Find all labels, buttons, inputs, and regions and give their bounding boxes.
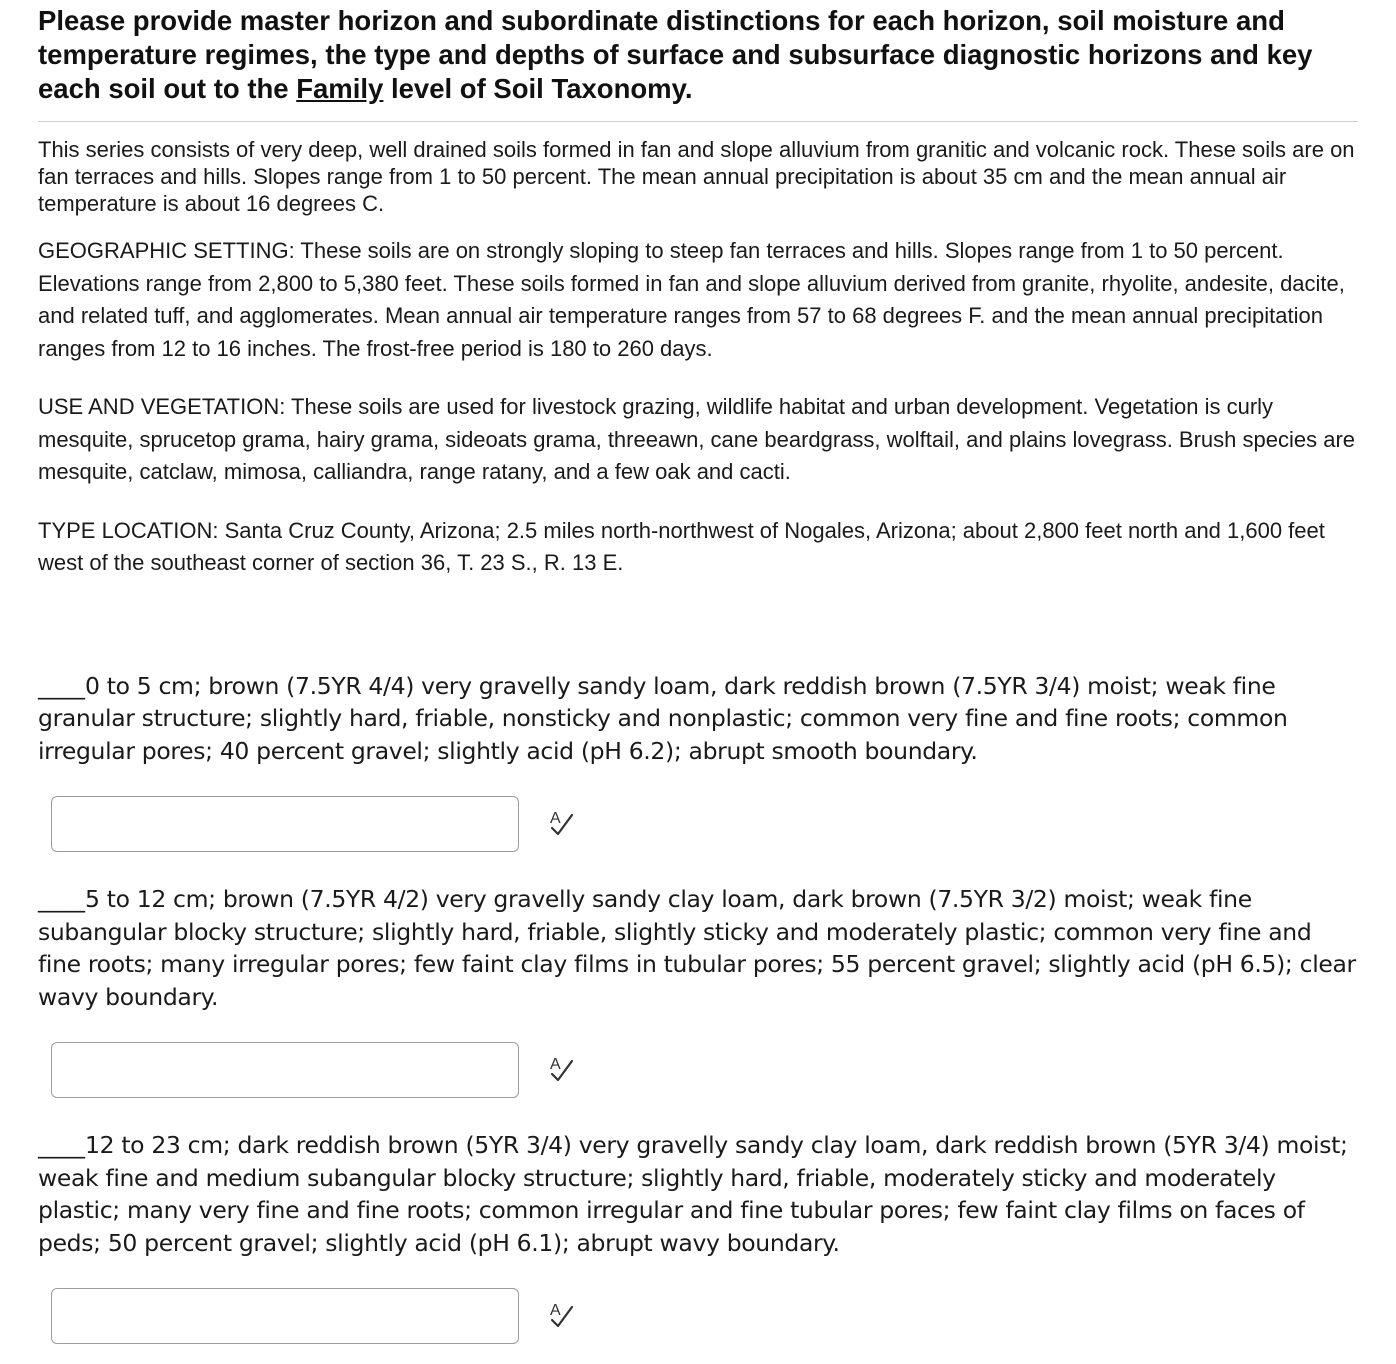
- svg-text:A: A: [550, 1302, 561, 1319]
- horizon-answer-input[interactable]: [51, 1042, 519, 1098]
- svg-text:A: A: [550, 1056, 561, 1073]
- horizon-answer-input[interactable]: [51, 796, 519, 852]
- horizon-list: [38, 670, 1358, 1347]
- horizon-text: 0 to 5 cm; brown (7.5YR 4/4) very gravelly sandy loam, dark reddish brown (7.5YR 3/4) moist; weak fine granular structure; slightly hard, friable, nonsticky and nonplastic; common very fine and fine roots; common irregular pores; 40 percent gravel; slightly acid (pH 6.2); abrupt smooth boundary.: [38, 671, 1288, 765]
- spell-check-icon[interactable]: [547, 807, 577, 841]
- question-title-part1: Please provide master horizon and subordinate distinctions for each horizon, soil moisture and temperature regimes, the type and depths of surface and subsurface diagnostic horizons and key each soil out to the: [38, 5, 1313, 104]
- series-description: This series consists of very deep, well drained soils formed in fan and slope alluvium from granitic and volcanic rock. These soils are on fan terraces and hills. Slopes range from 1 to 50 percent. The mean annual precipitation is about 35 cm and the mean annual air temperature is about 16 degrees C.: [38, 137, 1355, 216]
- use-and-vegetation: USE AND VEGETATION: These soils are used for livestock grazing, wildlife habitat and urban development. Vegetation is curly mesquite, sprucetop grama, hairy grama, sideoats grama, threeawn, cane beardgrass, wolftail, and plains lovegrass. Brush species are mesquite, catclaw, mimosa, calliandra, range ratany, and a few oak and cacti.: [38, 394, 1356, 484]
- divider: [38, 121, 1358, 122]
- horizon-text: 12 to 23 cm; dark reddish brown (5YR 3/4) very gravelly sandy clay loam, dark reddish brown (5YR 3/4) moist; weak fine and medium subangular blocky structure; slightly hard, friable, moderately sticky and moderately plastic; many very fine and fine roots; common irregular and fine tubular pores; few faint clay films on faces of peds; 50 percent gravel; slightly acid (pH 6.1); abrupt wavy boundary.: [38, 1131, 1348, 1257]
- answer-row: [51, 1040, 1358, 1100]
- horizon-answer-input[interactable]: [51, 1288, 519, 1344]
- question-title: [38, 4, 1358, 106]
- horizon-blank: ____: [38, 1131, 85, 1159]
- spell-check-icon[interactable]: [547, 1053, 577, 1087]
- horizon-description: [38, 670, 1358, 768]
- horizon-blank: ____: [38, 671, 85, 700]
- horizon-item: [38, 1129, 1358, 1346]
- question-title-part2: level of Soil Taxonomy.: [383, 73, 693, 104]
- horizon-description: [38, 1129, 1358, 1259]
- horizon-text: 5 to 12 cm; brown (7.5YR 4/2) very gravelly sandy clay loam, dark brown (7.5YR 3/2) moist; weak fine subangular blocky structure; slightly hard, friable, slightly sticky and moderately plastic; common very fine and fine roots; many irregular pores; few faint clay films in tubular pores; 55 percent gravel; slightly acid (pH 6.5); clear wavy boundary.: [38, 885, 1356, 1011]
- family-underlined-term: Family: [296, 73, 384, 104]
- svg-text:A: A: [550, 810, 561, 827]
- horizon-blank: ____: [38, 885, 85, 913]
- horizon-item: [38, 883, 1358, 1100]
- answer-row: [51, 794, 1358, 854]
- spell-check-icon[interactable]: [547, 1299, 577, 1333]
- answer-row: [51, 1286, 1358, 1346]
- horizon-item: [38, 670, 1358, 855]
- horizon-description: [38, 883, 1358, 1013]
- geographic-setting: GEOGRAPHIC SETTING: These soils are on strongly sloping to steep fan terraces and hills. Slopes range from 1 to 50 percent. Elevations range from 2,800 to 5,380 feet. These soils formed in fan and slope alluvium derived from granite, rhyolite, andesite, dacite, and related tuff, and agglomerates. Mean annual air temperature ranges from 57 to 68 degrees F. and the mean annual precipitation ranges from 12 to 16 inches. The frost-free period is 180 to 260 days.: [38, 238, 1345, 361]
- question-container: [38, 4, 1358, 1364]
- type-location: TYPE LOCATION: Santa Cruz County, Arizona; 2.5 miles north-northwest of Nogales, Arizona; about 2,800 feet north and 1,600 feet west of the southeast corner of section 36, T. 23 S., R. 13 E.: [38, 517, 1325, 575]
